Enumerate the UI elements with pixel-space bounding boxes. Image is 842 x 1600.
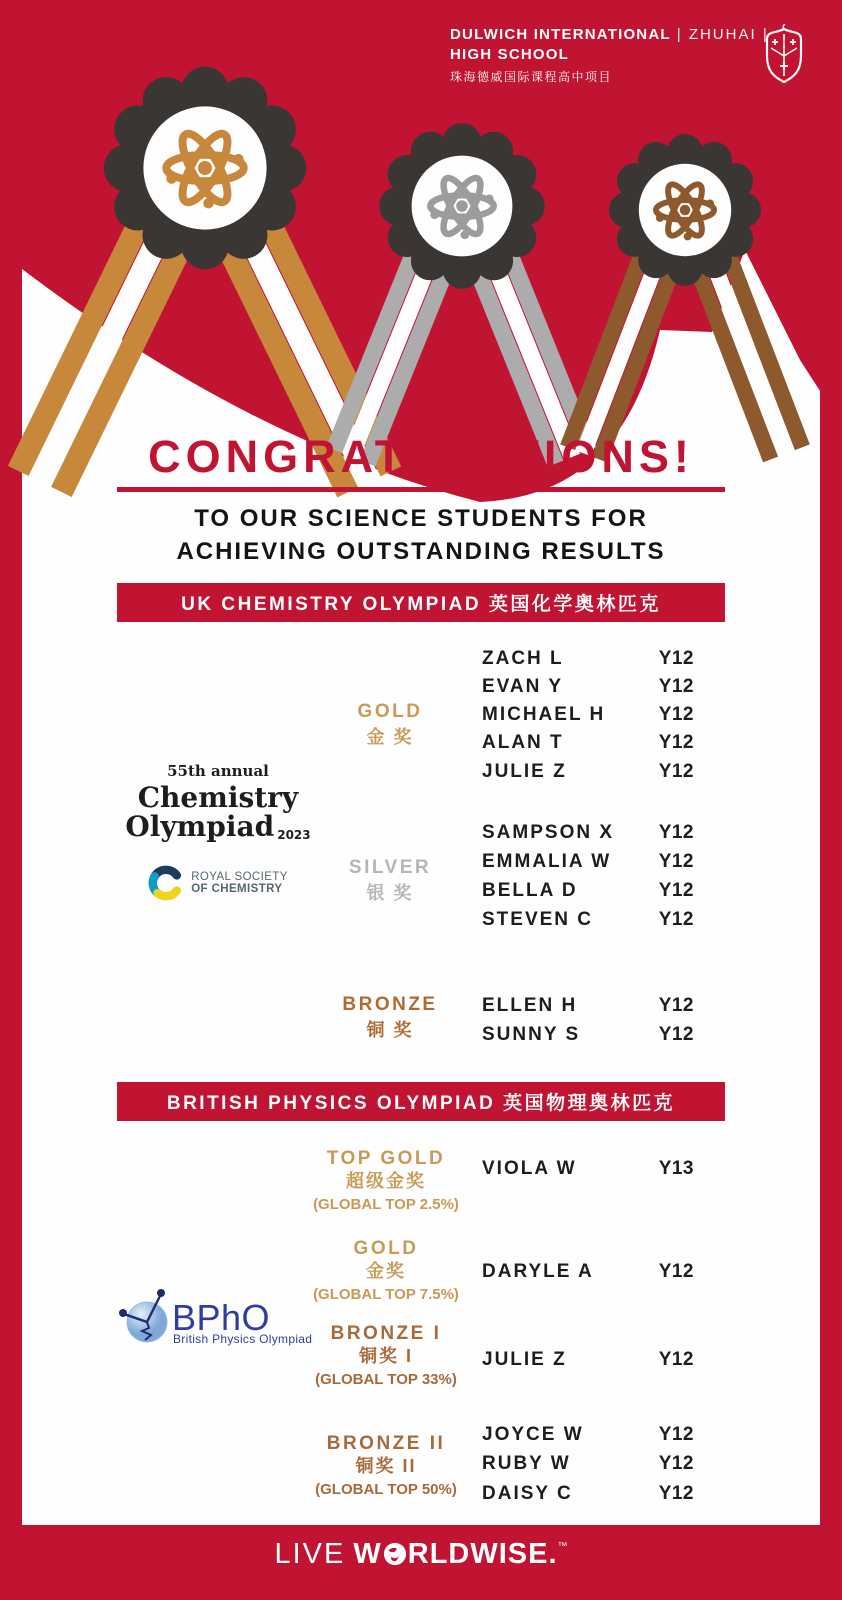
footer-trademark: ™ [557,1541,568,1552]
student-row: JULIE Z Y12 [482,1349,694,1370]
physics-bronze1-label: BRONZE I 铜奖 I (GLOBAL TOP 33%) [315,1323,457,1388]
school-header [450,26,769,85]
chem-gold-label: GOLD 金 奖 [357,701,423,747]
student-row: BELLA D Y12 [482,880,694,901]
bpho-acronym: BPhO [172,1297,271,1338]
footer-live: LIVE [274,1538,346,1570]
student-row: SAMPSON X Y12 [482,822,694,843]
rsc-society-line2: OF CHEMISTRY [191,883,283,895]
chem-bronze-label: BRONZE 铜 奖 [342,994,438,1040]
school-campus: | ZHUHAI | [676,26,769,43]
student-row: ALAN T Y12 [482,732,694,753]
school-level: HIGH SCHOOL [450,46,570,63]
physics-section-banner: BRITISH PHYSICS OLYMPIAD 英国物理奥林匹克 [117,1082,725,1121]
student-row: RUBY W Y12 [482,1453,694,1474]
student-row: DARYLE A Y12 [482,1261,694,1282]
student-row: ELLEN H Y12 [482,995,694,1016]
chem-logo-title2: Olympiad [125,810,275,843]
student-row: ZACH L Y12 [482,648,694,669]
page-title: CONGRATULATIONS! [148,431,694,482]
student-row: SUNNY S Y12 [482,1024,694,1045]
chem-logo-annual: 55th annual [167,762,269,780]
physics-topgold-label: TOP GOLD 超级金奖 (GLOBAL TOP 2.5%) [313,1148,459,1213]
student-row: DAISY C Y12 [482,1483,694,1504]
chemistry-section-banner: UK CHEMISTRY OLYMPIAD 英国化学奥林匹克 [117,583,725,622]
student-row: VIOLA W Y13 [482,1158,694,1179]
chemistry-olympiad-logo [112,762,324,901]
title-underline [117,487,725,492]
chem-silver-label: SILVER 银 奖 [348,857,432,903]
student-row: EMMALIA W Y12 [482,851,694,872]
globe-icon [383,1542,407,1566]
physics-bronze2-label: BRONZE II 铜奖 II (GLOBAL TOP 50%) [315,1433,457,1498]
student-row: JULIE Z Y12 [482,761,694,782]
chem-logo-title1: Chemistry [137,781,299,814]
student-row: EVAN Y Y12 [482,676,694,697]
school-name: DULWICH INTERNATIONAL [450,26,671,43]
student-row: STEVEN C Y12 [482,909,694,930]
student-row: JOYCE W Y12 [482,1424,694,1445]
rsc-society-line1: ROYAL SOCIETY [191,870,288,883]
physics-gold-label: GOLD 金奖 (GLOBAL TOP 7.5%) [313,1238,459,1303]
subtitle-line2: ACHIEVING OUTSTANDING RESULTS [176,538,666,565]
student-row: MICHAEL H Y12 [482,704,694,725]
footer-worldwise-pre: W [353,1538,382,1570]
footer-tagline [0,1538,842,1571]
footer-worldwise-post: RLDWISE. [407,1538,558,1570]
school-name-chinese: 珠海德威国际课程高中项目 [450,70,613,84]
rsc-logo-icon [148,865,184,901]
chem-logo-year: 2023 [277,828,311,842]
bpho-caption: British Physics Olympiad [173,1332,313,1346]
subtitle-line1: TO OUR SCIENCE STUDENTS FOR [194,505,648,532]
dulwich-crest-icon [758,24,810,86]
